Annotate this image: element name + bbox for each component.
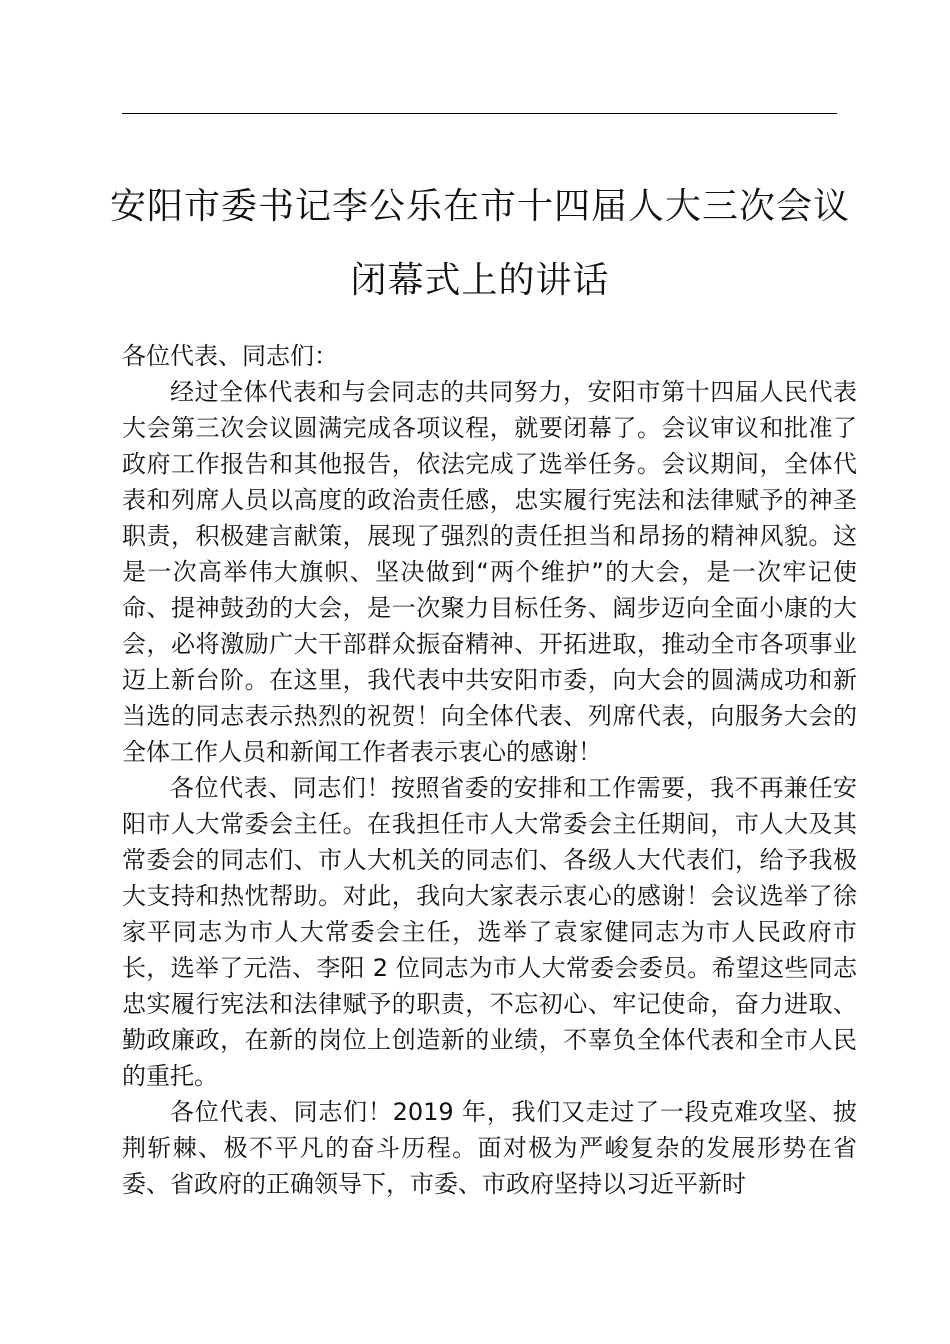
title-line-2: 闭幕式上的讲话	[350, 260, 610, 301]
header-rule	[122, 113, 837, 114]
salutation: 各位代表、同志们：	[122, 342, 338, 370]
title-line-1: 安阳市委书记李公乐在市十四届人大三次会议	[109, 186, 850, 227]
document-title	[100, 170, 860, 318]
paragraph-1: 经过全体代表和与会同志的共同努力，安阳市第十四届人民代表大会第三次会议圆满完成各项议程，就要闭幕了。会议审议和批准了政府工作报告和其他报告，依法完成了选举任务。会议期间，全体代表和列席人员以高度的政治责任感，忠实履行宪法和法律赋予的神圣职责，积极建言献策，展现了强烈的责任担当和昂扬的精神风貌。这是一次高举伟大旗帜、坚决做到“两个维护”的大会，是一次牢记使命、提神鼓劲的大会，是一次聚力目标任务、阔步迈向全面小康的大会，必将激励广大干部群众振奋精神、开拓进取，推动全市各项事业迈上新台阶。在这里，我代表中共安阳市委，向大会的圆满成功和新当选的同志表示热烈的祝贺！向全体代表、列席代表，向服务大会的全体工作人员和新闻工作者表示衷心的感谢！	[122, 378, 857, 766]
paragraph-3: 各位代表、同志们！2019 年，我们又走过了一段克难攻坚、披荆斩棘、极不平凡的奋斗历程。面对极为严峻复杂的发展形势在省委、省政府的正确领导下，市委、市政府坚持以习近平新时	[122, 1098, 857, 1198]
paragraph-2: 各位代表、同志们！按照省委的安排和工作需要，我不再兼任安阳市人大常委会主任。在我担任市人大常委会主任期间，市人大及其常委会的同志们、市人大机关的同志们、各级人大代表们，给予我极大支持和热忱帮助。对此，我向大家表示衷心的感谢！会议选举了徐家平同志为市人大常委会主任，选举了袁家健同志为市人民政府市长，选举了元浩、李阳 2 位同志为市人大常委会委员。希望这些同志忠实履行宪法和法律赋予的职责，不忘初心、牢记使命，奋力进取、勤政廉政，在新的岗位上创造新的业绩，不辜负全体代表和全市人民的重托。	[122, 774, 857, 1090]
document-body	[122, 338, 857, 1202]
